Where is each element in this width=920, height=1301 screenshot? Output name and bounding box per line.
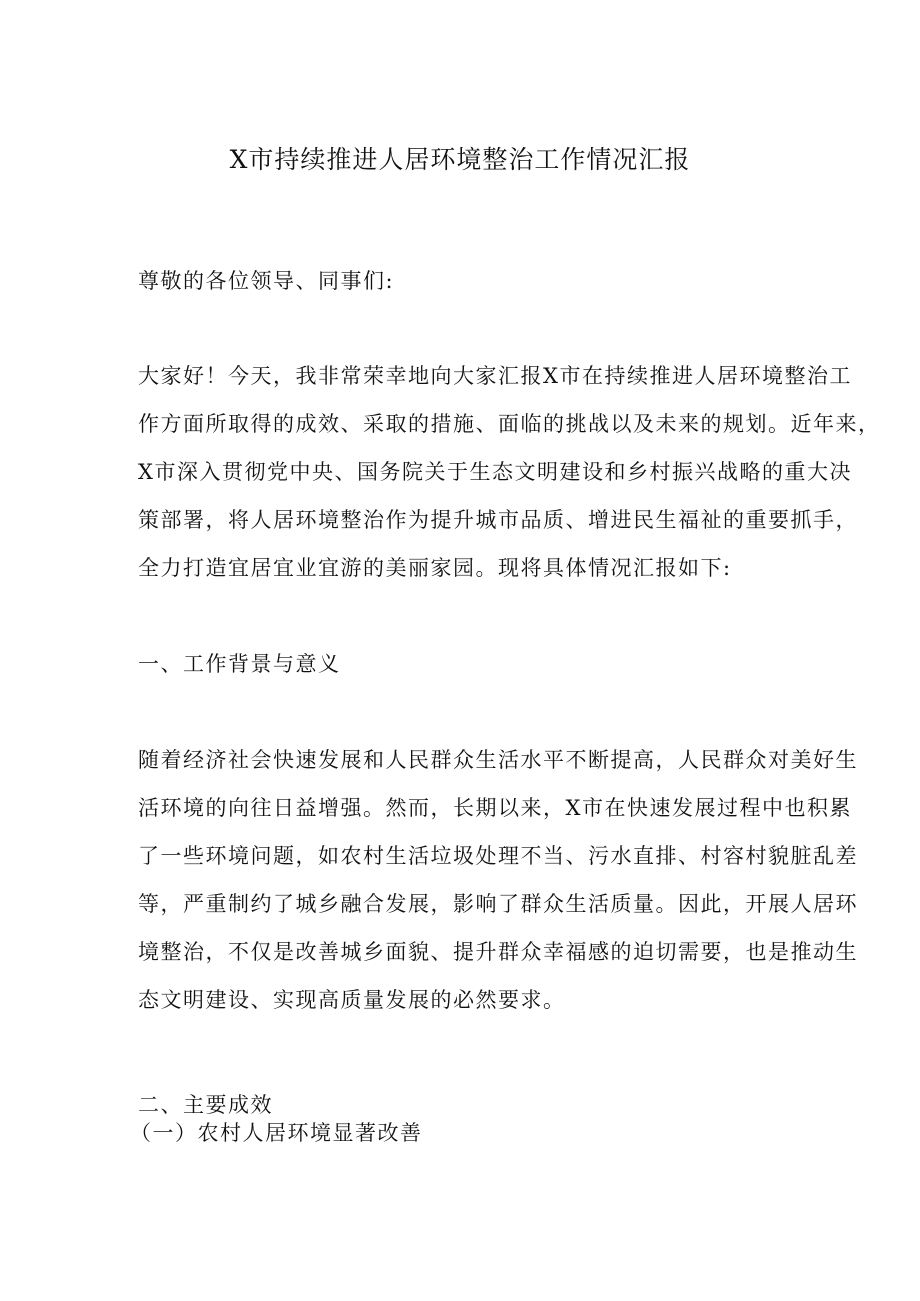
intro-line: 大家好！今天，我非常荣幸地向大家汇报X市在持续推进人居环境整治工 — [138, 364, 852, 388]
intro-line: 作方面所取得的成效、采取的措施、面临的挑战以及未来的规划。近年来， — [138, 412, 881, 436]
section-1-line: 境整治，不仅是改善城乡面貌、提升群众幸福感的迫切需要，也是推动生 — [138, 940, 858, 964]
section-2-subheading: （一）农村人居环境显著改善 — [130, 1121, 423, 1145]
section-1-line: 活环境的向往日益增强。然而，长期以来，X市在快速发展过程中也积累 — [138, 796, 852, 820]
section-1-line: 等，严重制约了城乡融合发展，影响了群众生活质量。因此，开展人居环 — [138, 892, 858, 916]
section-1-line: 态文明建设、实现高质量发展的必然要求。 — [138, 988, 566, 1012]
salutation: 尊敬的各位领导、同事们: — [138, 269, 395, 293]
section-1-line: 了一些环境问题，如农村生活垃圾处理不当、污水直排、村容村貌脏乱差 — [138, 844, 858, 868]
intro-line: X市深入贯彻党中央、国务院关于生态文明建设和乡村振兴战略的重大决 — [138, 460, 852, 484]
section-1-heading: 一、工作背景与意义 — [138, 652, 341, 676]
section-2-heading: 二、主要成效 — [138, 1093, 273, 1117]
section-1-line: 随着经济社会快速发展和人民群众生活水平不断提高，人民群众对美好生 — [138, 748, 858, 772]
intro-line: 策部署，将人居环境整治作为提升城市品质、增进民生福祉的重要抓手， — [138, 508, 858, 532]
document-title: X市持续推进人居环境整治工作情况汇报 — [229, 145, 691, 174]
intro-line: 全力打造宜居宜业宜游的美丽家园。现将具体情况汇报如下: — [138, 556, 732, 580]
